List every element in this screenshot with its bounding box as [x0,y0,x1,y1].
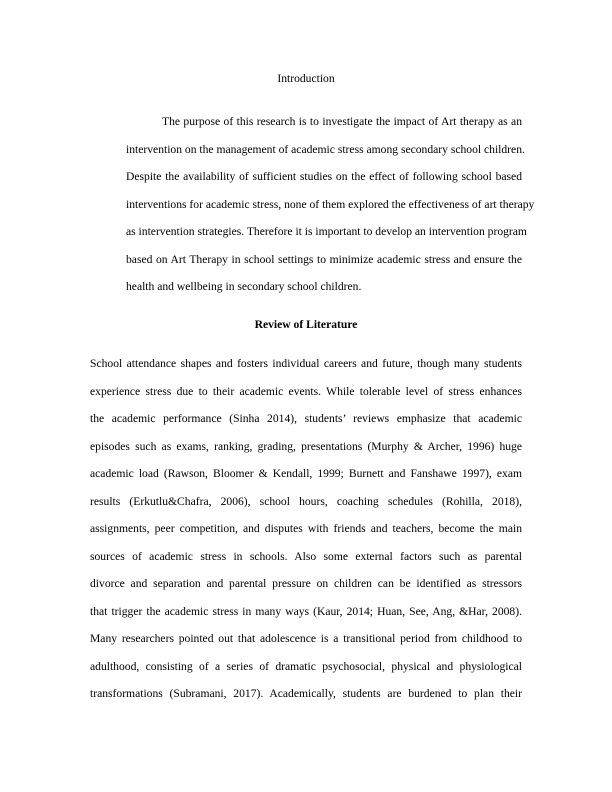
paragraph-line: Despite the availability of sufficient studies on the effect of following school based [126,170,522,183]
introduction-heading: Introduction [277,72,335,85]
paragraph-line: the academic performance (Sinha 2014), students’ reviews emphasize that academic [90,412,522,425]
paragraph-line: results (Erkutlu&Chafra, 2006), school hours, coaching schedules (Rohilla, 2018), [90,494,522,508]
introduction-paragraph [90,108,535,301]
paragraph-line: health and wellbeing in secondary school children. [126,280,362,293]
paragraph-line: Many researchers pointed out that adolescence is a transitional period from childhood to [90,632,522,645]
paragraph-line: transformations (Subramani, 2017). Academically, students are burdened to plan their [90,687,522,700]
paragraph-line: episodes such as exams, ranking, grading, presentations (Murphy & Archer, 1996) huge [90,439,522,453]
review-of-literature-heading: Review of Literature [254,318,358,331]
paragraph-line: as intervention strategies. Therefore it is important to develop an intervention program [126,225,527,238]
paragraph-line: based on Art Therapy in school settings to minimize academic stress and ensure the [126,252,522,266]
paragraph-line: intervention on the management of academic stress among secondary school children. [126,142,525,156]
paragraph-line: sources of academic stress in schools. Also some external factors such as parental [90,549,522,563]
review-paragraph [90,350,522,708]
paragraph-line: that trigger the academic stress in many ways (Kaur, 2014; Huan, See, Ang, &Har, 2008). [90,604,522,618]
paragraph-line: adulthood, consisting of a series of dramatic psychosocial, physical and physiological [90,659,522,673]
paragraph-line: School attendance shapes and fosters individual careers and future, though many students [90,357,522,370]
paragraph-line: divorce and separation and parental pressure on children can be identified as stressors [90,577,522,590]
paragraph-line: experience stress due to their academic events. While tolerable level of stress enhances [90,384,522,398]
paragraph-line: assignments, peer competition, and disputes with friends and teachers, become the main [90,522,522,535]
paragraph-line: academic load (Rawson, Bloomer & Kendall, 1999; Burnett and Fanshawe 1997), exam [90,467,522,480]
paragraph-line: interventions for academic stress, none of them explored the effectiveness of art therapy [126,197,535,211]
paragraph-line: The purpose of this research is to investigate the impact of Art therapy as an [162,115,522,128]
